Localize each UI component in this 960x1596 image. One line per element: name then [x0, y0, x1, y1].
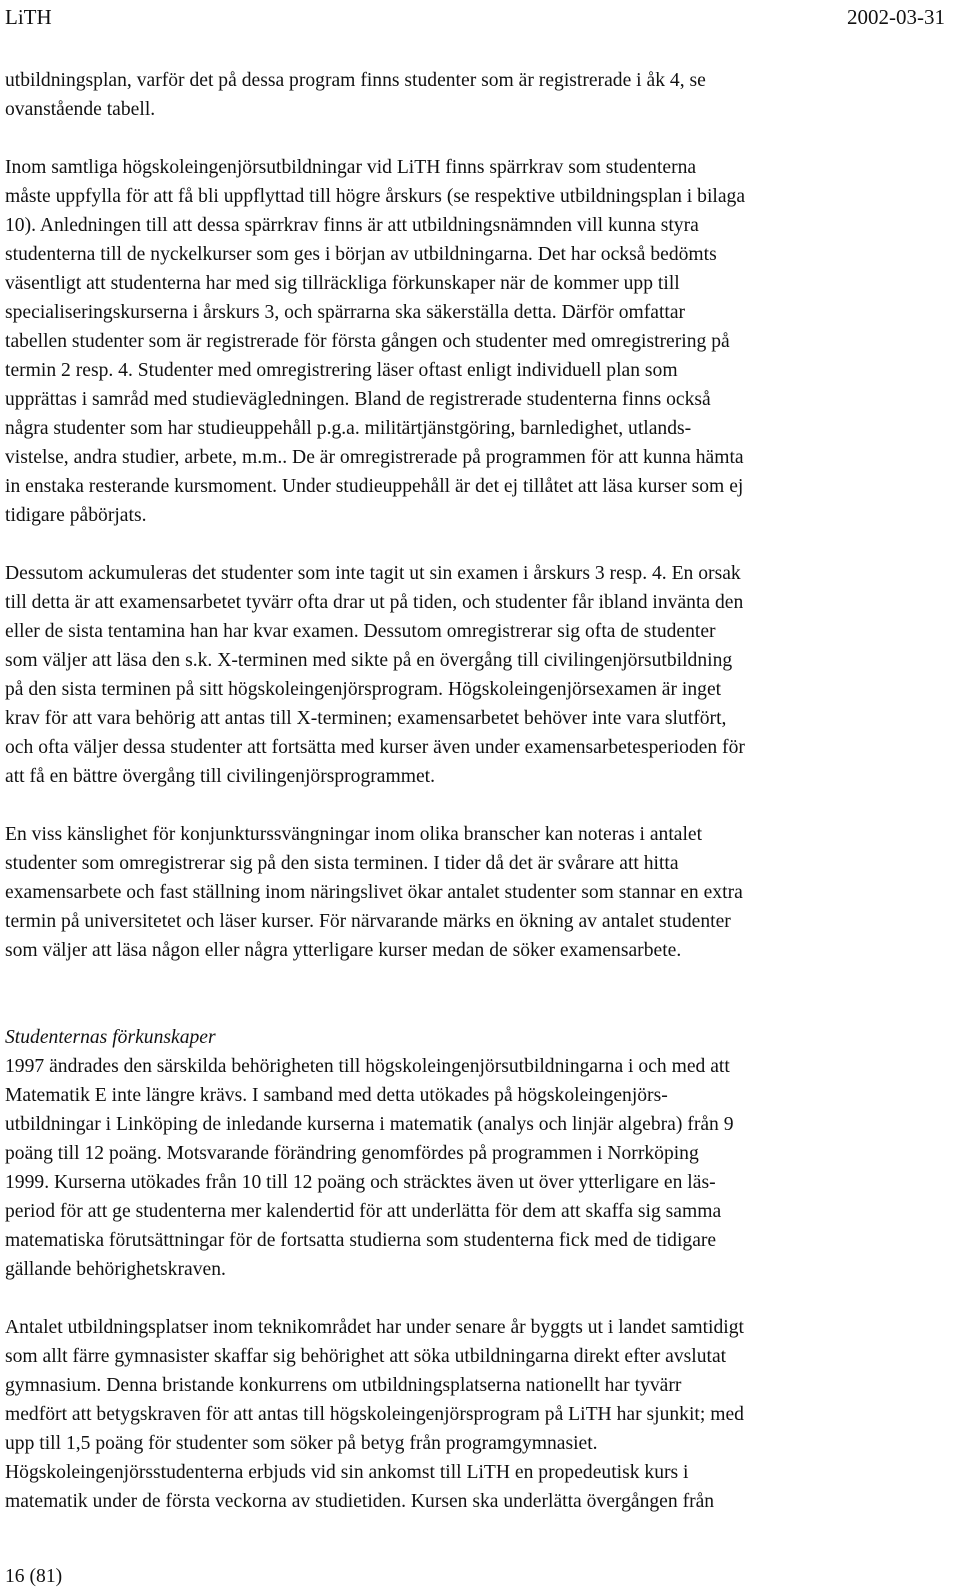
text-line: som väljer att läsa någon eller några ytterligare kurser medan de söker examensarbete.: [5, 940, 682, 961]
text-line: måste uppfylla för att få bli uppflyttad till högre årskurs (se respektive utbildningsplan i bilaga: [5, 186, 746, 207]
paragraph-2: [5, 153, 945, 530]
page-header: [5, 2, 945, 34]
paragraph-3: [5, 559, 945, 791]
text-line: medfört att betygskraven för att antas till högskoleingenjörsprogram på LiTH har sjunkit; med: [5, 1404, 744, 1425]
text-line: matematiska förutsättningar för de fortsatta studierna som studenterna fick med de tidigare: [5, 1230, 717, 1251]
header-left: LiTH: [5, 5, 52, 29]
text-line: matematik under de första veckorna av studietiden. Kursen ska underlätta övergången från: [5, 1491, 715, 1512]
paragraph-1: [5, 66, 945, 124]
text-line: vistelse, andra studier, arbete, m.m.. De är omregistrerade på programmen för att kunna hämta: [5, 447, 744, 468]
text-line: gällande behörighetskraven.: [5, 1259, 226, 1280]
text-line: termin 2 resp. 4. Studenter med omregistrering läser oftast enligt individuell plan som: [5, 360, 678, 381]
text-line: som väljer att läsa den s.k. X-terminen med sikte på en övergång till civilingenjörsutbildning: [5, 650, 733, 671]
text-line: specialiseringskurserna i årskurs 3, och spärrarna ska säkerställa detta. Därför omfattar: [5, 302, 686, 323]
text-line: utbildningsplan, varför det på dessa program finns studenter som är registrerade i åk 4, se: [5, 70, 706, 91]
text-line: att få en bättre övergång till civilingenjörsprogrammet.: [5, 766, 436, 787]
text-line: 1999. Kurserna utökades från 10 till 12 poäng och sträcktes även ut över ytterligare en läs-: [5, 1172, 716, 1193]
paragraph-6: [5, 1313, 945, 1516]
text-line: upprättas i samråd med studievägledningen. Bland de registrerade studenterna finns också: [5, 389, 711, 410]
text-line: tidigare påbörjats.: [5, 505, 147, 526]
text-line: Högskoleingenjörsstudenterna erbjuds vid sin ankomst till LiTH en propedeutisk kurs i: [5, 1462, 689, 1483]
page-number: 16 (81): [5, 1566, 63, 1587]
text-line: poäng till 12 poäng. Motsvarande förändring genomfördes på programmen i Norrköping: [5, 1143, 699, 1164]
text-line: på den sista terminen på sitt högskoleingenjörsprogram. Högskoleingenjörsexamen är inget: [5, 679, 722, 700]
text-line: utbildningar i Linköping de inledande kurserna i matematik (analys och linjär algebra) från 9: [5, 1114, 734, 1135]
text-line: 10). Anledningen till att dessa spärrkrav finns är att utbildningsnämnden vill kunna styra: [5, 215, 699, 236]
text-line: krav för att vara behörig att antas till X-terminen; examensarbetet behöver inte vara slutfört,: [5, 708, 727, 729]
text-line: studenter som omregistrerar sig på den sista terminen. I tider då det är svårare att hitta: [5, 853, 679, 874]
text-line: som allt färre gymnasister skaffar sig behörighet att söka utbildningarna direkt efter avslutat: [5, 1346, 727, 1367]
text-line: eller de sista tentamina han har kvar examen. Dessutom omregistrerar sig ofta de studenter: [5, 621, 716, 642]
text-line: Antalet utbildningsplatser inom teknikområdet har under senare år byggts ut i landet samtidigt: [5, 1317, 744, 1338]
text-line: termin på universitetet och läser kurser. För närvarande märks en ökning av antalet studenter: [5, 911, 731, 932]
text-line: Matematik E inte längre krävs. I samband med detta utökades på högskoleingenjörs-: [5, 1085, 668, 1106]
text-line: Dessutom ackumuleras det studenter som inte tagit ut sin examen i årskurs 3 resp. 4. En orsak: [5, 563, 741, 584]
text-line: tabellen studenter som är registrerade för första gången och studenter med omregistrering på: [5, 331, 730, 352]
text-line: examensarbete och fast ställning inom näringslivet ökar antalet studenter som stannar en extra: [5, 882, 743, 903]
document-body: [5, 66, 945, 1516]
text-line: En viss känslighet för konjunkturssvängningar inom olika branscher kan noteras i antalet: [5, 824, 703, 845]
paragraph-5: [5, 1052, 945, 1284]
text-line: period för att ge studenterna mer kalendertid för att underlätta för dem att skaffa sig samma: [5, 1201, 722, 1222]
text-line: några studenter som har studieuppehåll p.g.a. militärtjänstgöring, barnledighet, utlands-: [5, 418, 692, 439]
text-line: väsentligt att studenterna har med sig tillräckliga förkunskaper när de kommer upp till: [5, 273, 680, 294]
text-line: och ofta väljer dessa studenter att fortsätta med kurser även under examensarbetesperioden för: [5, 737, 745, 758]
header-date: 2002-03-31: [847, 5, 945, 29]
text-line: ovanstående tabell.: [5, 99, 156, 120]
paragraph-4: [5, 820, 945, 965]
text-line: till detta är att examensarbetet tyvärr ofta drar ut på tiden, och studenter får ibland invänta den: [5, 592, 744, 613]
text-line: 1997 ändrades den särskilda behörigheten till högskoleingenjörsutbildningarna i och med att: [5, 1056, 730, 1077]
text-line: in enstaka resterande kursmoment. Under studieuppehåll är det ej tillåtet att läsa kurser som ej: [5, 476, 744, 497]
text-line: studenterna till de nyckelkurser som ges i början av utbildningarna. Det har också bedömts: [5, 244, 717, 265]
section-heading: Studenternas förkunskaper: [5, 1027, 216, 1048]
text-line: Inom samtliga högskoleingenjörsutbildningar vid LiTH finns spärrkrav som studenterna: [5, 157, 697, 178]
text-line: upp till 1,5 poäng för studenter som söker på betyg från programgymnasiet.: [5, 1433, 598, 1454]
text-line: gymnasium. Denna bristande konkurrens om utbildningsplatserna nationellt har tyvärr: [5, 1375, 682, 1396]
